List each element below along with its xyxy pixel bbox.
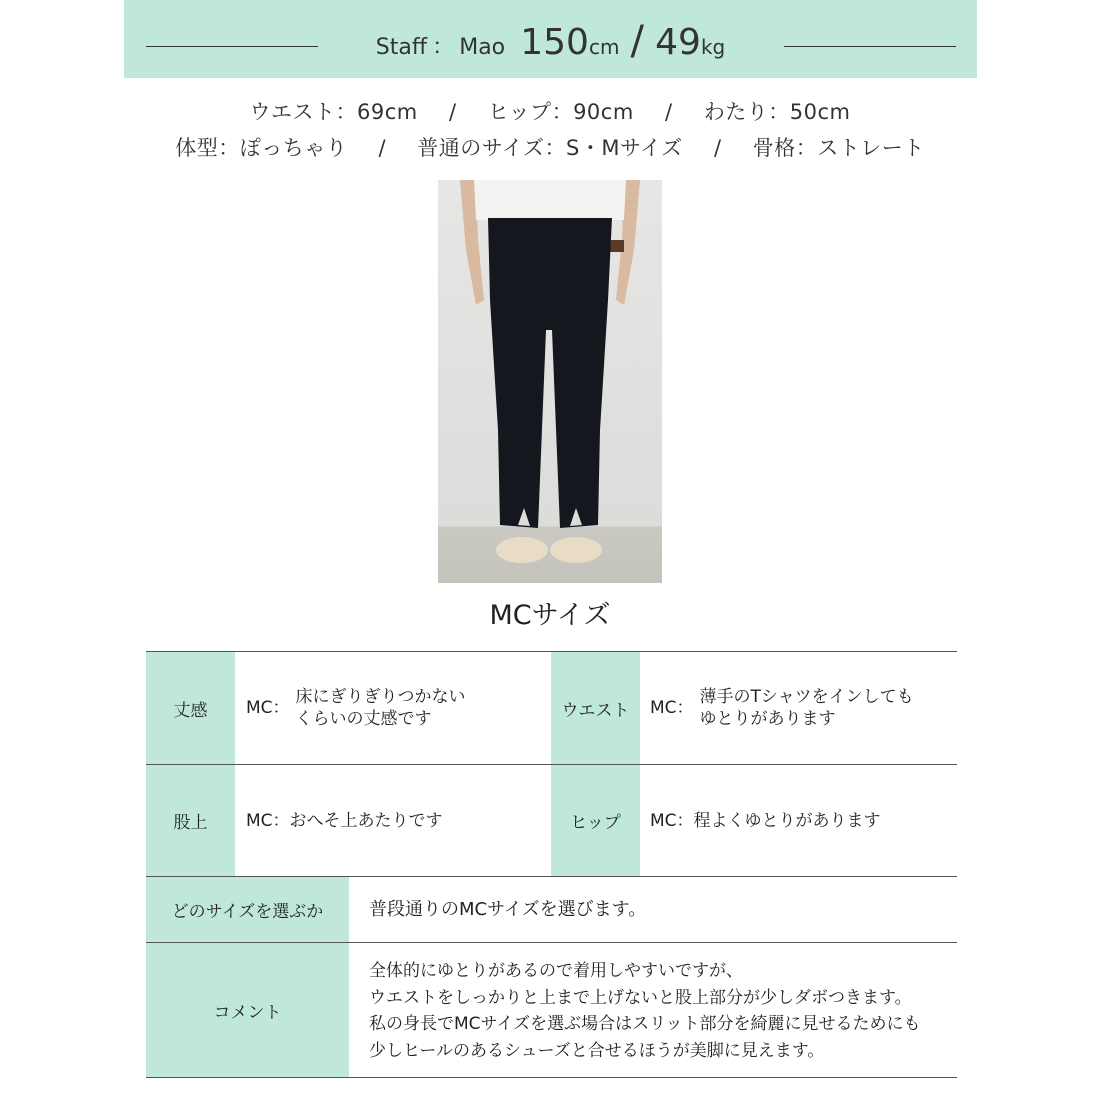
comment-line-3: 私の身長でMCサイズを選ぶ場合はスリット部分を綺麗に見せるためにも bbox=[369, 1014, 921, 1034]
product-photo bbox=[438, 180, 662, 583]
length-line-1: 床にぎりぎりつかない bbox=[295, 687, 466, 707]
comment-text bbox=[369, 958, 957, 1064]
body-stats-row-1 bbox=[0, 96, 1100, 126]
waist-stat: ウエスト：69cm bbox=[249, 100, 418, 124]
usual-size-stat: 普通のサイズ：S・Mサイズ bbox=[417, 136, 683, 160]
length-line-2: くらいの丈感です bbox=[295, 709, 432, 729]
label-hip: ヒップ bbox=[551, 765, 640, 876]
comment-line-1: 全体的にゆとりがあるので着用しやすいですが、 bbox=[369, 961, 743, 981]
comment-line-4: 少しヒールのあるシューズと合せるほうが美脚に見えます。 bbox=[369, 1040, 825, 1061]
staff-banner bbox=[124, 0, 977, 78]
length-prefix: MC： bbox=[246, 698, 290, 718]
value-length bbox=[246, 652, 546, 764]
banner-slash: / bbox=[630, 18, 645, 64]
height-unit: cm bbox=[588, 35, 620, 59]
waist-prefix: MC： bbox=[650, 698, 694, 718]
body-type-stat: 体型：ぽっちゃり bbox=[175, 136, 348, 160]
waist-line-1: 薄手のTシャツをインしても bbox=[699, 687, 914, 707]
weight-value: 49 bbox=[655, 22, 701, 63]
value-which-size: 普段通りのMCサイズを選びます。 bbox=[369, 898, 647, 920]
label-waist: ウエスト bbox=[551, 652, 640, 764]
label-rise: 股上 bbox=[146, 765, 235, 876]
thigh-stat: わたり：50cm bbox=[703, 100, 851, 124]
length-text bbox=[296, 686, 466, 730]
value-waist bbox=[650, 652, 950, 764]
stats-separator: / bbox=[713, 136, 722, 160]
stats-separator: / bbox=[448, 100, 457, 124]
height-value: 150 bbox=[520, 22, 589, 63]
waist-line-2: ゆとりがあります bbox=[699, 709, 836, 729]
staff-label: Staff bbox=[375, 35, 428, 60]
label-length: 丈感 bbox=[146, 652, 235, 764]
stats-separator: / bbox=[378, 136, 387, 160]
model-illustration bbox=[438, 180, 662, 583]
weight-unit: kg bbox=[700, 35, 726, 59]
staff-name: Mao bbox=[459, 35, 506, 60]
staff-colon: ： bbox=[432, 35, 455, 60]
waist-text bbox=[700, 686, 914, 730]
staff-info bbox=[124, 18, 977, 64]
value-hip: MC：程よくゆとりがあります bbox=[650, 810, 881, 831]
stats-separator: / bbox=[664, 100, 673, 124]
label-comment: コメント bbox=[146, 943, 349, 1077]
table-rule bbox=[146, 1077, 957, 1078]
label-which-size: どのサイズを選ぶか bbox=[146, 877, 349, 942]
body-stats-row-2 bbox=[0, 132, 1100, 162]
hip-stat: ヒップ：90cm bbox=[487, 100, 634, 124]
comment-line-2: ウエストをしっかりと上まで上げないと股上部分が少しダボつきます。 bbox=[369, 987, 912, 1008]
photo-caption: MCサイズ bbox=[489, 600, 611, 631]
value-rise: MC：おへそ上あたりです bbox=[246, 810, 443, 831]
frame-stat: 骨格：ストレート bbox=[752, 136, 925, 160]
